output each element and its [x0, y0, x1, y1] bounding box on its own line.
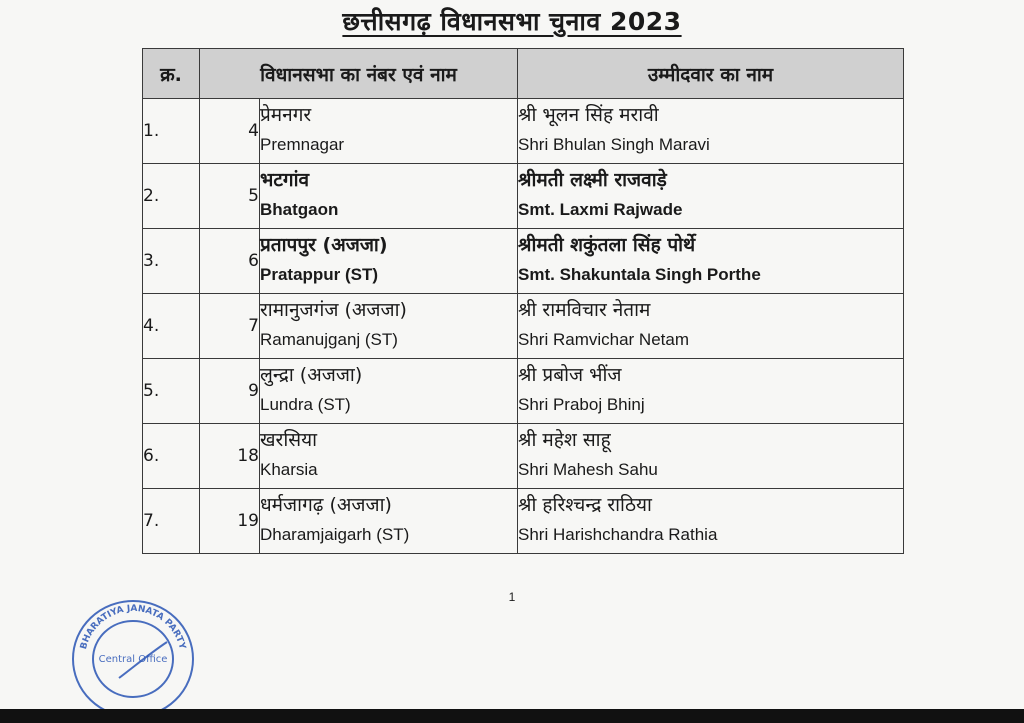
header-serial: क्र.: [143, 49, 200, 99]
constituency-name-hindi: प्रेमनगर: [260, 104, 312, 126]
constituency-number: 4: [200, 99, 260, 164]
party-stamp-seal: [63, 596, 203, 722]
constituency-number: 7: [200, 294, 260, 359]
candidate-name-english: Shri Bhulan Singh Maravi: [518, 135, 710, 154]
candidate-name-hindi: श्रीमती शकुंतला सिंह पोर्थे: [518, 234, 696, 256]
candidate-name-english: Smt. Laxmi Rajwade: [518, 200, 683, 219]
serial-number: 7.: [143, 489, 200, 554]
candidate-name-hindi: श्री हरिश्चन्द्र राठिया: [518, 494, 652, 516]
constituency-name-hindi: भटगांव: [260, 169, 310, 191]
serial-number: 2.: [143, 164, 200, 229]
svg-text:Central Office: Central Office: [98, 654, 168, 665]
constituency-name-english: Pratappur (ST): [260, 265, 379, 284]
candidate-name: [518, 164, 904, 229]
table-row: [143, 359, 904, 424]
header-constituency: विधानसभा का नंबर एवं नाम: [200, 49, 518, 99]
constituency-number: 18: [200, 424, 260, 489]
candidate-name-english: Shri Praboj Bhinj: [518, 395, 645, 414]
table-row: [143, 424, 904, 489]
table-row: [143, 164, 904, 229]
page-title-text: छत्तीसगढ़ विधानसभा चुनाव 2023: [342, 7, 682, 36]
candidate-name-hindi: श्री रामविचार नेताम: [518, 299, 651, 321]
candidate-name: [518, 489, 904, 554]
constituency-name: [260, 164, 518, 229]
constituency-name-english: Dharamjaigarh (ST): [260, 525, 410, 544]
constituency-name: [260, 424, 518, 489]
table-header-row: [143, 49, 904, 99]
constituency-number: 19: [200, 489, 260, 554]
table-row: [143, 489, 904, 554]
candidate-name-english: Shri Mahesh Sahu: [518, 460, 658, 479]
candidate-name-english: Shri Ramvichar Netam: [518, 330, 690, 349]
constituency-name: [260, 489, 518, 554]
candidate-name: [518, 294, 904, 359]
candidate-name-hindi: श्री महेश साहू: [518, 429, 611, 451]
table-row: [143, 229, 904, 294]
constituency-number: 5: [200, 164, 260, 229]
candidate-table: [142, 48, 904, 554]
constituency-name: [260, 294, 518, 359]
constituency-name-hindi: धर्मजागढ़ (अजजा): [260, 494, 392, 516]
constituency-name-hindi: लुन्द्रा (अजजा): [260, 364, 363, 386]
candidate-name: [518, 229, 904, 294]
constituency-name-english: Kharsia: [260, 460, 318, 479]
constituency-name-hindi: रामानुजगंज (अजजा): [260, 299, 407, 321]
constituency-name-hindi: खरसिया: [260, 429, 318, 451]
constituency-name: [260, 229, 518, 294]
constituency-name-hindi: प्रतापपुर (अजजा): [260, 234, 388, 256]
serial-number: 3.: [143, 229, 200, 294]
candidate-name-english: Shri Harishchandra Rathia: [518, 525, 718, 544]
constituency-name-english: Bhatgaon: [260, 200, 339, 219]
candidate-name: [518, 359, 904, 424]
candidate-name-hindi: श्री प्रबोज भींज: [518, 364, 622, 386]
bottom-bar: [0, 709, 1024, 723]
constituency-name: [260, 359, 518, 424]
constituency-number: 6: [200, 229, 260, 294]
candidate-name-hindi: श्री भूलन सिंह मरावी: [518, 104, 659, 126]
table-row: [143, 99, 904, 164]
candidate-name: [518, 99, 904, 164]
constituency-name-english: Premnagar: [260, 135, 345, 154]
constituency-name: [260, 99, 518, 164]
constituency-number: 9: [200, 359, 260, 424]
serial-number: 6.: [143, 424, 200, 489]
candidate-name: [518, 424, 904, 489]
constituency-name-english: Lundra (ST): [260, 395, 351, 414]
header-candidate: उम्मीदवार का नाम: [518, 49, 904, 99]
candidate-name-english: Smt. Shakuntala Singh Porthe: [518, 265, 761, 284]
serial-number: 5.: [143, 359, 200, 424]
serial-number: 1.: [143, 99, 200, 164]
page-title: [0, 4, 1024, 38]
table-row: [143, 294, 904, 359]
serial-number: 4.: [143, 294, 200, 359]
constituency-name-english: Ramanujganj (ST): [260, 330, 398, 349]
candidate-name-hindi: श्रीमती लक्ष्मी राजवाड़े: [518, 169, 667, 191]
svg-text:BHARATIYA JANATA PARTY: BHARATIYA JANATA PARTY: [79, 603, 187, 651]
page-number: 1: [508, 590, 516, 604]
